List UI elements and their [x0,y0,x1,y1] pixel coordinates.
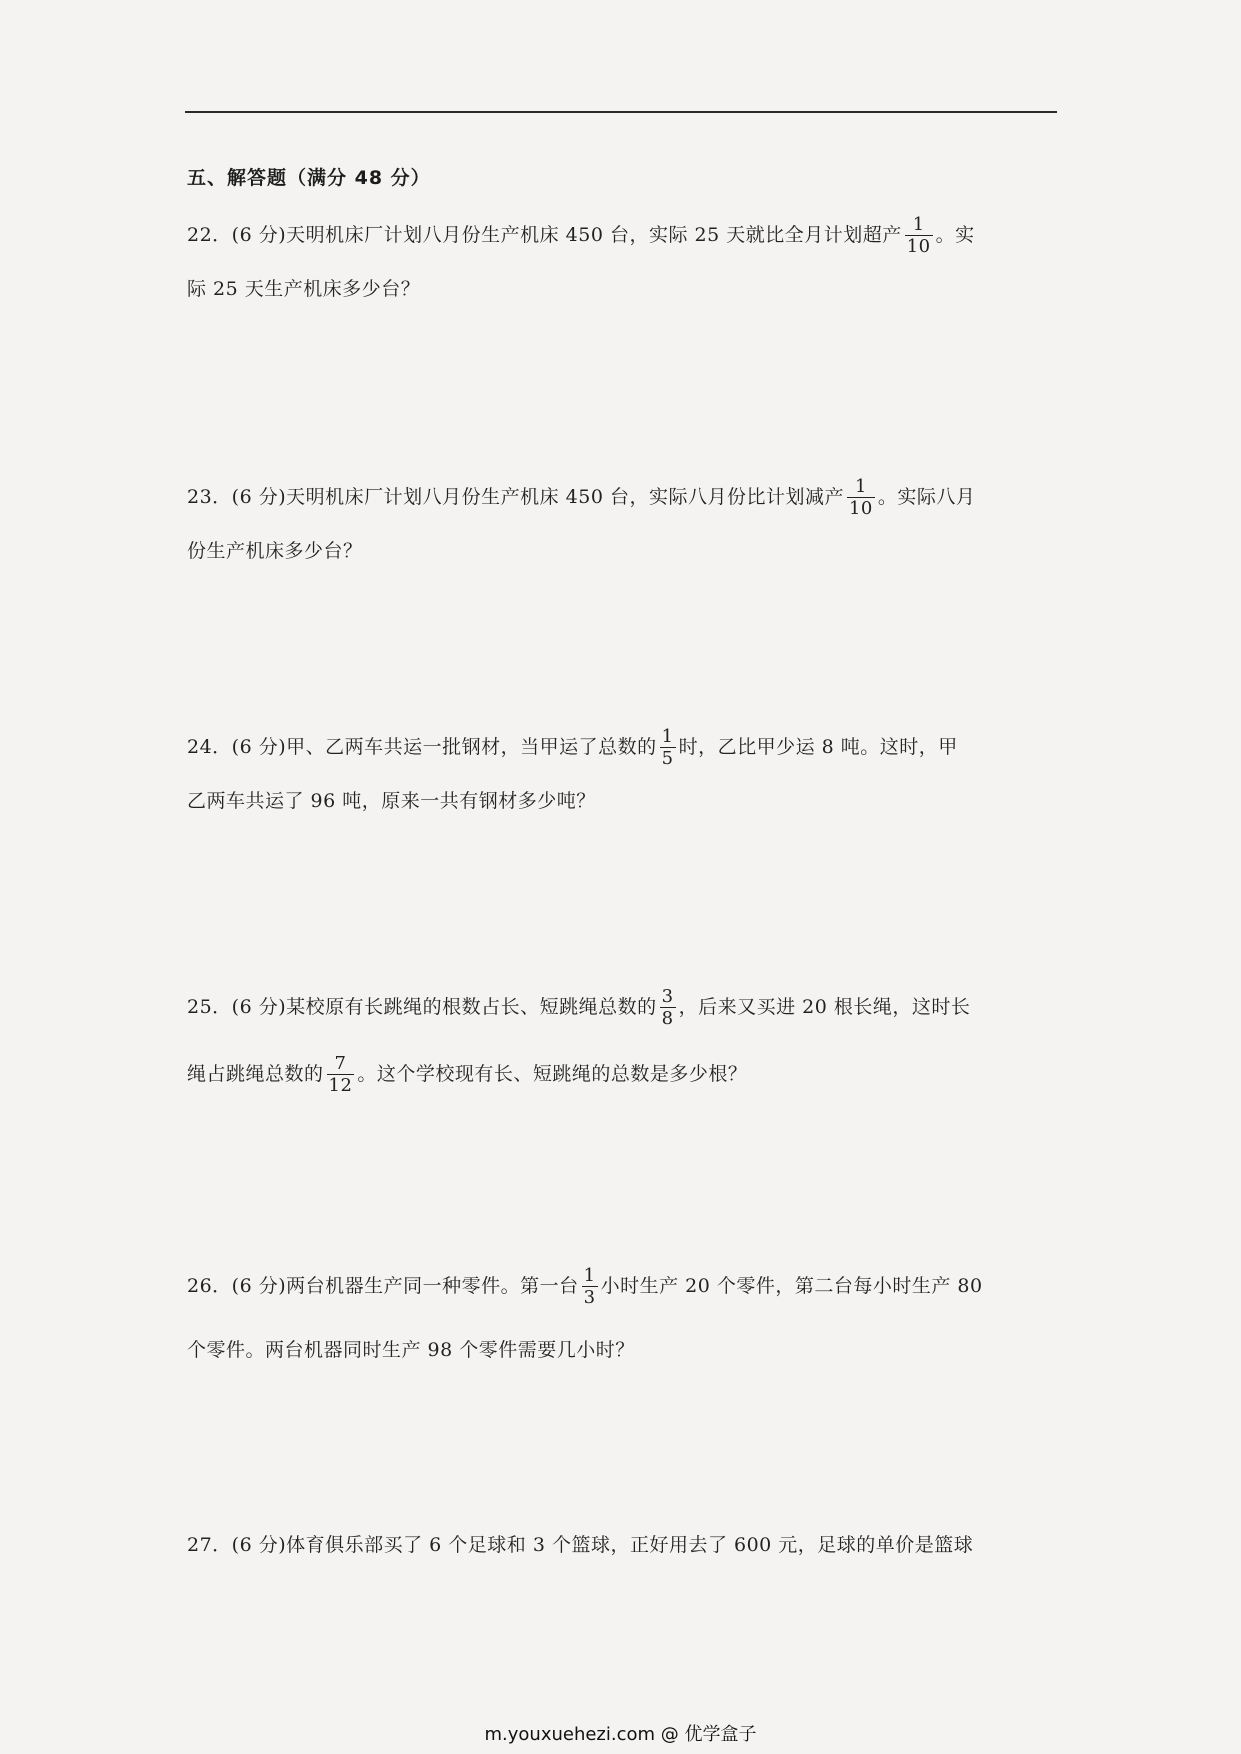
header-rule [185,111,1057,113]
fraction: $\frac{1}{10}$ [906,214,931,257]
question-25-text: 25．(6 分)某校原有长跳绳的根数占长、短跳绳总数的 [187,995,657,1018]
question-24-line-2: 乙两车共运了 96 吨，原来一共有钢材多少吨？ [187,790,596,812]
question-23-line-2: 份生产机床多少台？ [187,540,363,562]
fraction: $\frac{7}{12}$ [328,1053,353,1096]
question-26-text: 26．(6 分)两台机器生产同一种零件。第一台 [187,1274,579,1297]
question-23-line-1: 23．(6 分)天明机床厂计划八月份生产机床 450 台，实际八月份比计划减产 $\frac{1}{10}$ 。实际八月 [187,476,976,519]
fraction: $\frac{1}{5}$ [661,726,674,769]
question-22-text: 22．(6 分)天明机床厂计划八月份生产机床 450 台，实际 25 天就比全月计划超产 [187,223,902,246]
question-26-line-2: 个零件。两台机器同时生产 98 个零件需要几小时？ [187,1339,635,1361]
question-27-line-1: 27．(6 分)体育俱乐部买了 6 个足球和 3 个篮球，正好用去了 600 元，足球的单价是篮球 [187,1534,974,1556]
fraction: $\frac{1}{3}$ [583,1265,596,1308]
fraction: $\frac{1}{10}$ [848,476,873,519]
question-22-line-2: 际 25 天生产机床多少台？ [187,278,421,300]
question-24-text: 24．(6 分)甲、乙两车共运一批钢材，当甲运了总数的 [187,735,657,758]
question-26-line-1: 26．(6 分)两台机器生产同一种零件。第一台 $\frac{1}{3}$ 小时生产 20 个零件，第二台每小时生产 80 [187,1265,983,1308]
section-title: 五、解答题（满分 48 分） [187,167,431,189]
fraction: $\frac{3}{8}$ [661,986,674,1029]
question-24-line-1: 24．(6 分)甲、乙两车共运一批钢材，当甲运了总数的 $\frac{1}{5}$ 时，乙比甲少运 8 吨。这时，甲 [187,726,958,769]
question-22-line-1: 22．(6 分)天明机床厂计划八月份生产机床 450 台，实际 25 天就比全月计划超产 $\frac{1}{10}$ 。实 [187,214,975,257]
footer-watermark: m.youxuehezi.com @ 优学盒子 [484,1724,757,1745]
question-23-text: 23．(6 分)天明机床厂计划八月份生产机床 450 台，实际八月份比计划减产 [187,485,844,508]
question-25-line-1: 25．(6 分)某校原有长跳绳的根数占长、短跳绳总数的 $\frac{3}{8}$ ，后来又买进 20 根长绳，这时长 [187,986,971,1029]
question-25-line-2: 绳占跳绳总数的 $\frac{7}{12}$ 。这个学校现有长、短跳绳的总数是多少根？ [187,1053,748,1096]
